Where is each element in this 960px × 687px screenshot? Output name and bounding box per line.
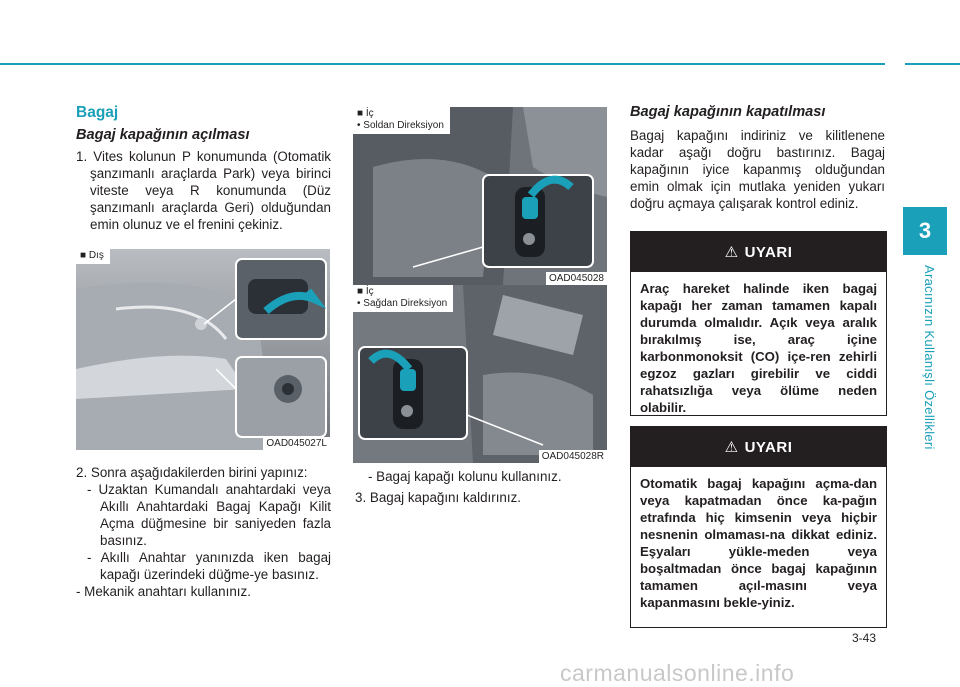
- car-rear-illustration: [76, 249, 330, 450]
- figure-inside-right-tag: [353, 285, 453, 312]
- figure-inside-right-code: OAD045028R: [539, 450, 607, 463]
- close-text: Bagaj kapağını indiriniz ve kilitlenene kadar aşağı doğru bastırınız. Bagaj kapağının iyice kapanmış olduğundan emin olmak için mutlaka yeniden yukarı doğru açmaya çalışarak kontrol ediniz.: [630, 128, 885, 211]
- chapter-label: Aracınızın Kullanışlı Özellikleri: [922, 265, 937, 450]
- warning-text-2: Otomatik bagaj kapağını açma-dan veya kapatmadan önce ka-pağın etrafında hiç kimsenin veya hiçbir nesnenin olmaması-na dikkat ediniz. Eşyaları yükle-meden veya boşaltmadan önce bagaj kapağının tamamen açıl-masını veya kapanmasını bekle-yiniz.: [640, 476, 877, 610]
- figure-outside-tag: ■ Dış: [76, 249, 110, 264]
- figure-inside-left-tag-sub: • Soldan Direksiyon: [357, 120, 444, 131]
- warning-label-1: UYARI: [744, 243, 793, 261]
- column-left-lower: [76, 464, 331, 600]
- column-middle-text: [355, 468, 610, 506]
- warning-triangle-icon: ⚠: [724, 439, 739, 456]
- warning-header-1: [631, 232, 886, 272]
- watermark: carmanualsonline.info: [560, 660, 795, 686]
- warning-header-2: [631, 427, 886, 467]
- figure-inside-right-tag-sub: • Sağdan Direksiyon: [357, 298, 448, 309]
- figure-inside-left-tag: [353, 107, 450, 134]
- warning-label-2: UYARI: [744, 438, 793, 456]
- warning-box-2: [630, 426, 887, 628]
- top-rule-right: [905, 63, 960, 65]
- chapter-number-tab: 3: [903, 207, 947, 255]
- figure-inside-left-tag-main: ■ İç: [357, 108, 374, 119]
- figure-outside-code: OAD045027L: [263, 437, 330, 450]
- step-1: 1. Vites kolunun P konumunda (Otomatik şanzımanlı araçlarda Park) veya birinci viteste veya R konumunda (Düz şanzımanlı araçlarda Geri) olduğundan emin olunuz ve el frenini çekiniz.: [76, 149, 331, 232]
- step-2-option-c: - Mekanik anahtarı kullanınız.: [76, 584, 251, 599]
- step-3: 3. Bagaj kapağını kaldırınız.: [355, 490, 521, 505]
- step-2: 2. Sonra aşağıdakilerden birini yapınız:: [76, 465, 308, 480]
- figure-inside-left: [353, 107, 607, 285]
- warning-text-1: Araç hareket halinde iken bagaj kapağı her zaman tamamen kapalı durumda olmalıdır. Açık veya aralık bırakılmış ise, araç içine karbonmonoksit (CO) içe-ren zehirli egzoz gazları girebilir ve ciddi rahatsızlığa veya ölüme neden olabilir.: [640, 281, 877, 415]
- figure-outside: [76, 249, 330, 450]
- warning-box-1: [630, 231, 887, 416]
- column-right: [630, 104, 885, 212]
- column-left: [76, 104, 331, 233]
- page-number: 3-43: [852, 631, 877, 645]
- top-rule: [0, 63, 885, 65]
- figure-inside-left-code: OAD045028: [546, 272, 607, 285]
- figure-inside-right-tag-main: ■ İç: [357, 286, 374, 297]
- figure-inside-right: [353, 285, 607, 463]
- section-title: Bagaj: [76, 104, 119, 121]
- step-2-option-a: - Uzaktan Kumandalı anahtardaki veya Akıllı Anahtardaki Bagaj Kapağı Kilit Açma düğmesine bir saniyeden fazla basınız.: [87, 482, 331, 548]
- step-2-option-b: - Akıllı Anahtar yanınızda iken bagaj kapağı üzerindeki düğme-ye basınız.: [87, 550, 331, 582]
- warning-triangle-icon: ⚠: [724, 244, 739, 261]
- open-heading: Bagaj kapağının açılması: [76, 127, 250, 143]
- step-2-option-d: - Bagaj kapağı kolunu kullanınız.: [368, 469, 562, 484]
- close-heading: Bagaj kapağının kapatılması: [630, 104, 826, 120]
